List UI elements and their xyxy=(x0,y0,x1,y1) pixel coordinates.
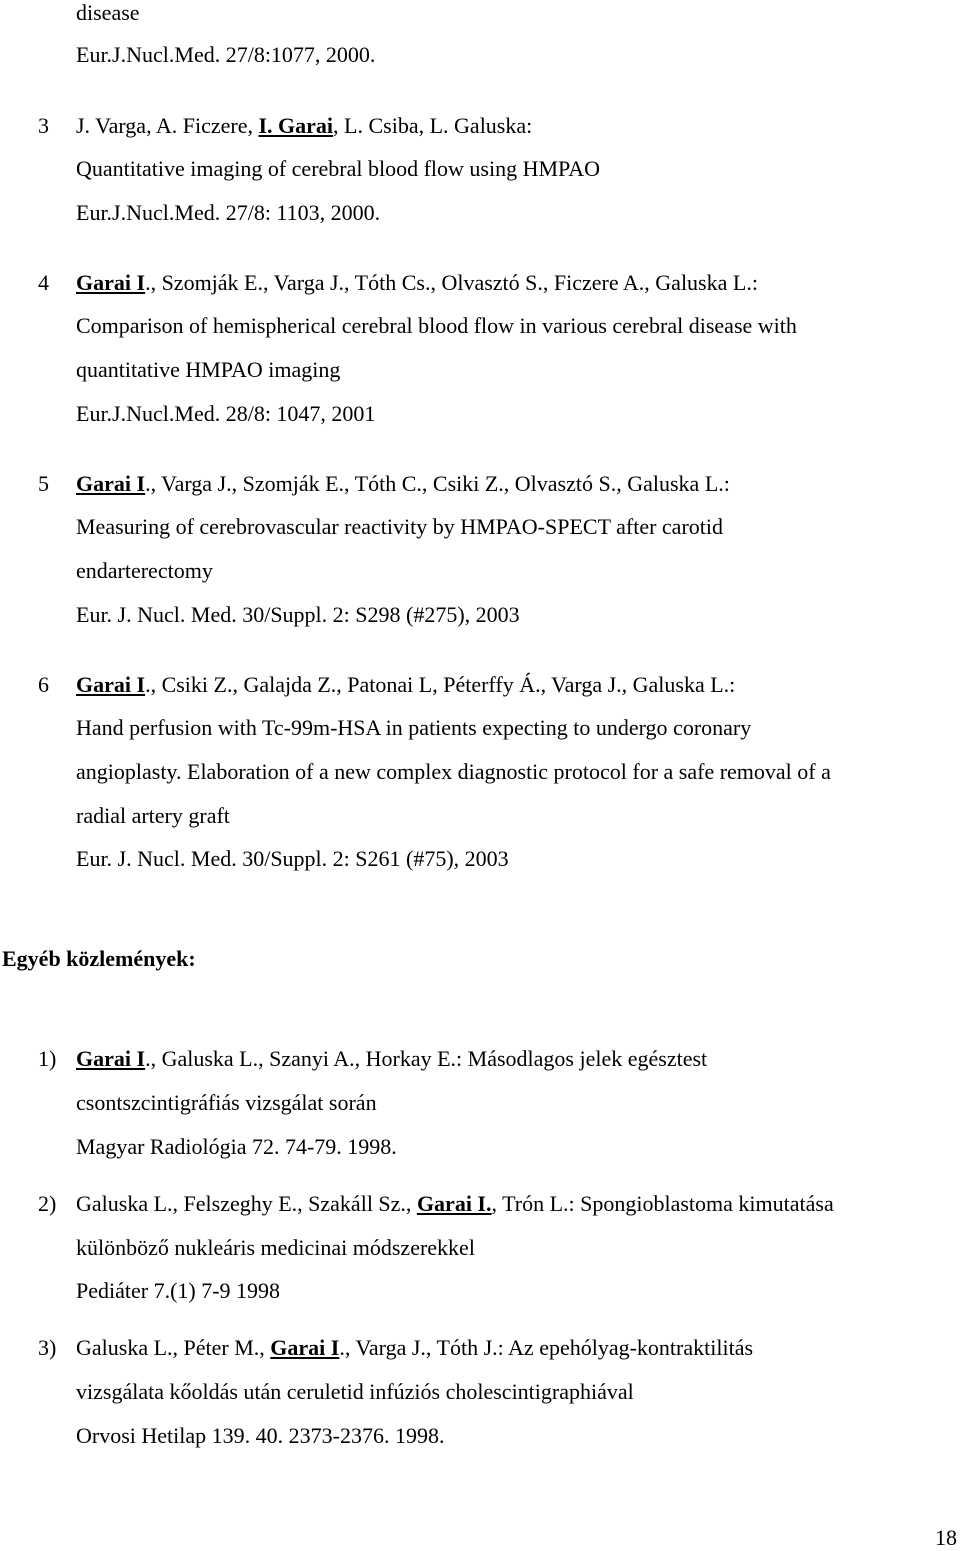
entry-4-title-line-1: Comparison of hemispherical cerebral blood flow in various cerebral disease with xyxy=(76,313,797,338)
entry-6-authors xyxy=(76,672,735,698)
entry-5-author-highlight: Garai I xyxy=(76,471,146,496)
other-2-number: 2) xyxy=(38,1191,57,1216)
entry-4-authors-post: ., Szomják E., Varga J., Tóth Cs., Olvasztó S., Ficzere A., Galuska L.: xyxy=(145,270,758,295)
other-2-authors-pre: Galuska L., Felszeghy E., Szakáll Sz., xyxy=(76,1191,417,1216)
other-2-authors xyxy=(76,1191,834,1217)
entry-6-authors-post: ., Csiki Z., Galajda Z., Patonai L, Péterffy Á., Varga J., Galuska L.: xyxy=(145,672,736,697)
entry-4-number: 4 xyxy=(38,270,49,295)
entry-6-title-line-2: angioplasty. Elaboration of a new complex diagnostic protocol for a safe removal of a xyxy=(76,759,831,784)
other-1-number: 1) xyxy=(38,1046,57,1071)
other-2-authors-post: , Trón L.: Spongioblastoma kimutatása xyxy=(491,1191,834,1216)
entry-5-number: 5 xyxy=(38,471,49,496)
section-heading: Egyéb közlemények: xyxy=(2,946,196,971)
other-1-author-highlight: Garai I xyxy=(76,1046,146,1071)
other-3-number: 3) xyxy=(38,1335,57,1360)
entry-3-number: 3 xyxy=(38,113,49,138)
other-3-author-highlight: Garai I xyxy=(270,1335,340,1360)
other-1-authors xyxy=(76,1046,707,1072)
other-2-author-highlight: Garai I. xyxy=(416,1191,492,1216)
other-1-title: csontszcintigráfiás vizsgálat során xyxy=(76,1090,377,1115)
entry-3-author-highlight: I. Garai xyxy=(258,113,334,138)
entry-4-authors xyxy=(76,270,758,296)
entry-2-line-1: disease xyxy=(76,0,140,25)
entry-6-citation: Eur. J. Nucl. Med. 30/Suppl. 2: S261 (#75), 2003 xyxy=(76,846,509,871)
entry-5-title-line-1: Measuring of cerebrovascular reactivity by HMPAO-SPECT after carotid xyxy=(76,514,723,539)
other-3-authors-post: ., Varga J., Tóth J.: Az epehólyag-kontraktilitás xyxy=(339,1335,754,1360)
other-2-citation: Pediáter 7.(1) 7-9 1998 xyxy=(76,1278,281,1303)
entry-2-citation: Eur.J.Nucl.Med. 27/8:1077, 2000. xyxy=(76,42,376,67)
entry-6-title-line-1: Hand perfusion with Tc-99m-HSA in patients expecting to undergo coronary xyxy=(76,715,752,740)
entry-4-author-highlight: Garai I xyxy=(76,270,146,295)
entry-6-number: 6 xyxy=(38,672,49,697)
entry-5-title-line-2: endarterectomy xyxy=(76,558,213,583)
other-3-authors xyxy=(76,1335,753,1361)
entry-6-title-line-3: radial artery graft xyxy=(76,803,230,828)
entry-5-authors xyxy=(76,471,730,497)
other-3-citation: Orvosi Hetilap 139. 40. 2373-2376. 1998. xyxy=(76,1423,445,1448)
other-3-authors-pre: Galuska L., Péter M., xyxy=(76,1335,271,1360)
entry-3-authors-pre: J. Varga, A. Ficzere, xyxy=(76,113,259,138)
other-3-title: vizsgálata kőoldás után ceruletid infúziós cholescintigraphiával xyxy=(76,1379,634,1404)
other-1-citation: Magyar Radiológia 72. 74-79. 1998. xyxy=(76,1134,397,1159)
entry-3-authors-post: , L. Csiba, L. Galuska: xyxy=(333,113,533,138)
other-1-authors-post: ., Galuska L., Szanyi A., Horkay E.: Másodlagos jelek egésztest xyxy=(145,1046,708,1071)
entry-6-author-highlight: Garai I xyxy=(76,672,146,697)
page-number: 18 xyxy=(935,1525,957,1550)
entry-5-authors-post: ., Varga J., Szomják E., Tóth C., Csiki Z., Olvasztó S., Galuska L.: xyxy=(145,471,730,496)
other-2-title: különböző nukleáris medicinai módszerekkel xyxy=(76,1235,475,1260)
entry-3-title: Quantitative imaging of cerebral blood flow using HMPAO xyxy=(76,156,601,181)
entry-3-citation: Eur.J.Nucl.Med. 27/8: 1103, 2000. xyxy=(76,200,381,225)
entry-5-citation: Eur. J. Nucl. Med. 30/Suppl. 2: S298 (#275), 2003 xyxy=(76,602,520,627)
entry-4-citation: Eur.J.Nucl.Med. 28/8: 1047, 2001 xyxy=(76,401,376,426)
entry-4-title-line-2: quantitative HMPAO imaging xyxy=(76,357,341,382)
entry-3-authors xyxy=(76,113,532,139)
